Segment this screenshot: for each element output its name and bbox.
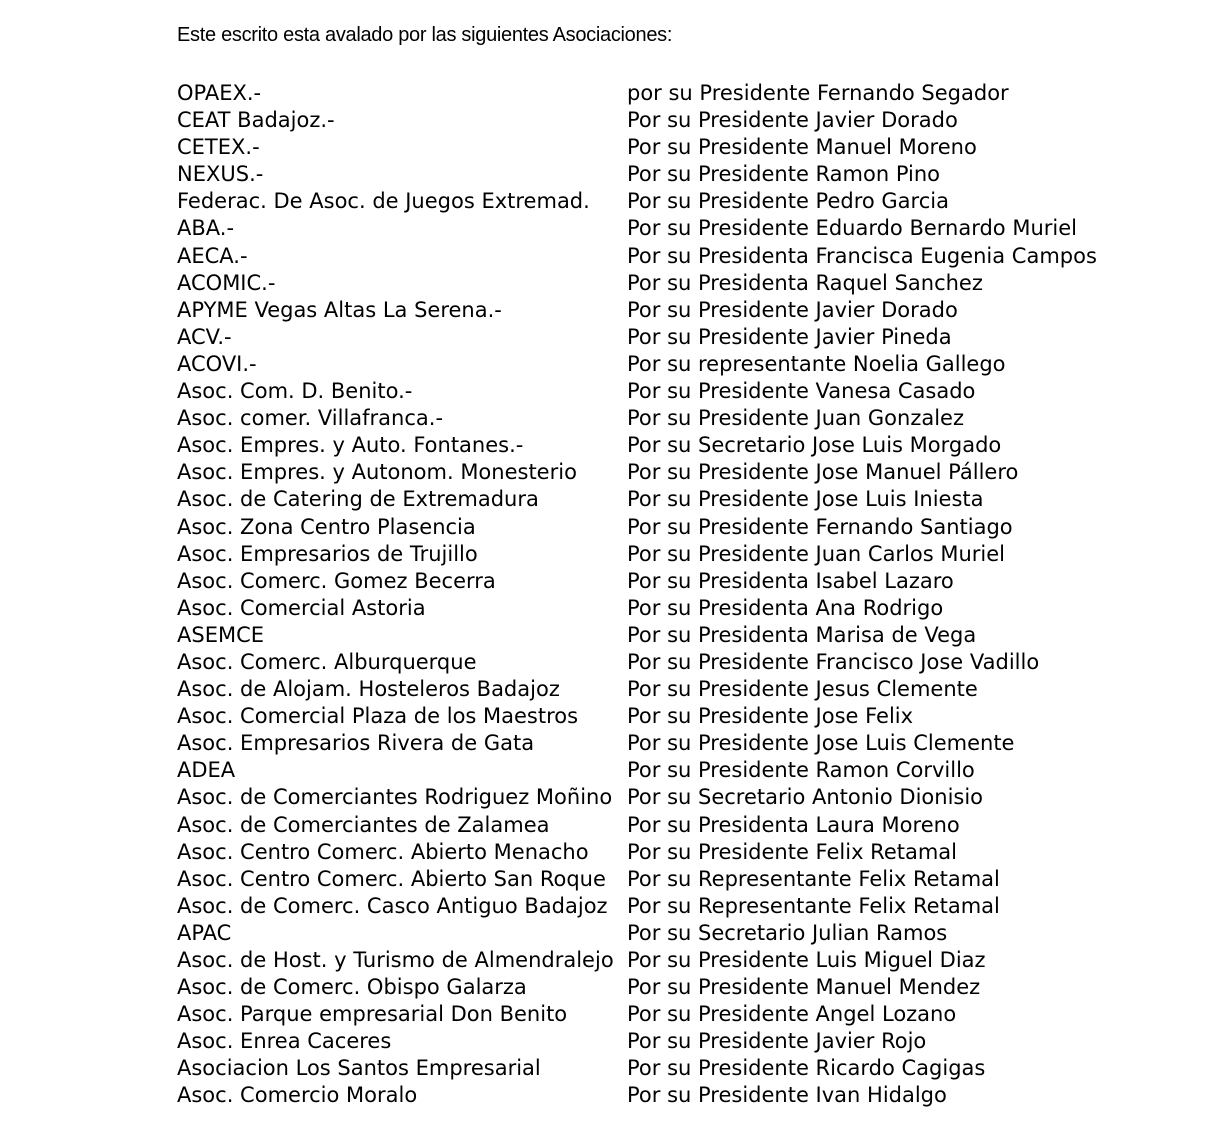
association-name: Asoc. Zona Centro Plasencia (177, 514, 476, 539)
representative: Por su Presidente Jesus Clemente (627, 677, 978, 702)
representative: Por su Presidente Angel Lozano (627, 1002, 957, 1027)
representative: Por su Presidenta Raquel Sanchez (627, 270, 983, 295)
association-row (177, 243, 1177, 270)
association-name: Asoc. Com. D. Benito.- (177, 379, 413, 404)
representative: Por su Secretario Antonio Dionisio (627, 785, 984, 810)
association-row (177, 920, 1177, 947)
representative: Por su Presidente Jose Luis Iniesta (627, 487, 984, 512)
association-row (177, 378, 1177, 405)
association-list (177, 80, 1177, 1110)
association-row (177, 649, 1177, 676)
association-name: OPAEX.- (177, 81, 262, 105)
association-name: Asoc. Empresarios Rivera de Gata (177, 731, 535, 756)
representative: Por su Representante Felix Retamal (627, 893, 1000, 918)
association-row (177, 1082, 1177, 1109)
association-name: APYME Vegas Altas La Serena.- (177, 297, 502, 322)
representative: Por su Secretario Julian Ramos (627, 920, 948, 945)
association-name: ADEA (177, 758, 236, 783)
association-row (177, 568, 1177, 595)
representative: Por su Presidente Fernando Santiago (627, 514, 1013, 539)
association-row (177, 161, 1177, 188)
association-row (177, 541, 1177, 568)
association-row (177, 1028, 1177, 1055)
association-name: Federac. De Asoc. de Juegos Extremad. (177, 189, 590, 214)
association-row (177, 188, 1177, 215)
association-name: Asoc. Centro Comerc. Abierto San Roque (177, 866, 606, 891)
association-name: Asoc. Empres. y Autonom. Monesterio (177, 460, 577, 485)
association-row (177, 486, 1177, 513)
representative: Por su Presidente Javier Pineda (627, 324, 952, 349)
representative: Por su Presidente Jose Felix (627, 704, 914, 729)
representative: Por su Presidente Javier Rojo (627, 1029, 927, 1054)
representative: por su Presidente Fernando Segador (627, 81, 1009, 105)
representative: Por su Presidenta Francisca Eugenia Campos (627, 243, 1097, 268)
representative: Por su Representante Felix Retamal (627, 866, 1000, 891)
association-row (177, 974, 1177, 1001)
association-name: APAC (177, 920, 232, 945)
representative: Por su Presidente Ricardo Cagigas (627, 1056, 986, 1081)
association-name: Asoc. Comerc. Alburquerque (177, 649, 477, 674)
association-name: ABA.- (177, 216, 235, 241)
association-row (177, 270, 1177, 297)
representative: Por su Presidenta Isabel Lazaro (627, 568, 954, 593)
representative: Por su Presidente Javier Dorado (627, 297, 958, 322)
representative: Por su Presidenta Laura Moreno (627, 812, 960, 837)
association-name: Asoc. Parque empresarial Don Benito (177, 1002, 568, 1027)
association-row (177, 459, 1177, 486)
association-name: Asoc. Centro Comerc. Abierto Menacho (177, 839, 589, 864)
association-name: Asoc. Comercial Plaza de los Maestros (177, 704, 579, 729)
association-row (177, 622, 1177, 649)
association-name: ACOVI.- (177, 351, 257, 376)
representative: Por su Presidente Jose Manuel Pállero (627, 460, 1019, 485)
representative: Por su Presidente Manuel Moreno (627, 135, 977, 160)
association-row (177, 134, 1177, 161)
association-row (177, 839, 1177, 866)
association-row (177, 893, 1177, 920)
representative: Por su Presidente Juan Carlos Muriel (627, 541, 1006, 566)
association-name: Asoc. Comercio Moralo (177, 1083, 418, 1108)
association-name: CEAT Badajoz.- (177, 108, 335, 133)
association-row (177, 405, 1177, 432)
association-row (177, 432, 1177, 459)
association-name: Asoc. de Comerc. Casco Antiguo Badajoz (177, 893, 608, 918)
association-row (177, 107, 1177, 134)
representative: Por su representante Noelia Gallego (627, 351, 1006, 376)
association-row (177, 757, 1177, 784)
association-row (177, 947, 1177, 974)
association-name: ASEMCE (177, 622, 265, 647)
representative: Por su Presidente Francisco Jose Vadillo (627, 649, 1040, 674)
representative: Por su Presidente Luis Miguel Diaz (627, 948, 986, 972)
association-name: Asoc. de Alojam. Hosteleros Badajoz (177, 677, 560, 702)
association-row (177, 1055, 1177, 1082)
representative: Por su Presidente Jose Luis Clemente (627, 731, 1015, 756)
representative: Por su Presidente Ramon Corvillo (627, 758, 975, 783)
association-name: Asoc. Empresarios de Trujillo (177, 541, 478, 566)
representative: Por su Presidente Ivan Hidalgo (627, 1083, 947, 1108)
representative: Por su Presidente Ramon Pino (627, 162, 941, 187)
association-name: ACOMIC.- (177, 270, 276, 295)
association-name: Asoc. de Catering de Extremadura (177, 487, 539, 512)
representative: Por su Presidenta Marisa de Vega (627, 622, 977, 647)
association-row (177, 297, 1177, 324)
association-row (177, 215, 1177, 242)
representative: Por su Presidente Pedro Garcia (627, 189, 949, 214)
association-row (177, 1001, 1177, 1028)
association-name: AECA.- (177, 243, 248, 268)
association-name: Asoc. de Comerc. Obispo Galarza (177, 975, 527, 1000)
association-name: Asoc. Enrea Caceres (177, 1029, 392, 1054)
representative: Por su Presidente Felix Retamal (627, 839, 958, 864)
association-name: ACV.- (177, 324, 232, 349)
representative: Por su Presidenta Ana Rodrigo (627, 595, 944, 620)
representative: Por su Presidente Manuel Mendez (627, 975, 981, 1000)
association-row (177, 324, 1177, 351)
association-name: CETEX.- (177, 135, 260, 160)
association-name: Asoc. Empres. y Auto. Fontanes.- (177, 433, 524, 458)
representative: Por su Secretario Jose Luis Morgado (627, 433, 1002, 458)
intro-text: Este escrito esta avalado por las siguientes Asociaciones: (177, 24, 673, 46)
association-row (177, 351, 1177, 378)
representative: Por su Presidente Juan Gonzalez (627, 406, 965, 431)
association-name: NEXUS.- (177, 162, 264, 187)
association-row (177, 812, 1177, 839)
representative: Por su Presidente Javier Dorado (627, 108, 958, 133)
association-name: Asoc. de Host. y Turismo de Almendralejo (177, 948, 614, 972)
association-name: Asoc. Comercial Astoria (177, 595, 426, 620)
representative: Por su Presidente Eduardo Bernardo Muriel (627, 216, 1077, 241)
representative: Por su Presidente Vanesa Casado (627, 379, 976, 404)
association-name: Asoc. comer. Villafranca.- (177, 406, 444, 431)
association-row (177, 676, 1177, 703)
association-row (177, 703, 1177, 730)
association-name: Asoc. de Comerciantes Rodriguez Moñino (177, 785, 613, 810)
association-row (177, 595, 1177, 622)
association-row (177, 514, 1177, 541)
association-row (177, 784, 1177, 811)
association-name: Asociacion Los Santos Empresarial (177, 1056, 541, 1081)
association-name: Asoc. de Comerciantes de Zalamea (177, 812, 550, 837)
association-row (177, 80, 1177, 107)
association-name: Asoc. Comerc. Gomez Becerra (177, 568, 496, 593)
association-row (177, 730, 1177, 757)
association-row (177, 866, 1177, 893)
